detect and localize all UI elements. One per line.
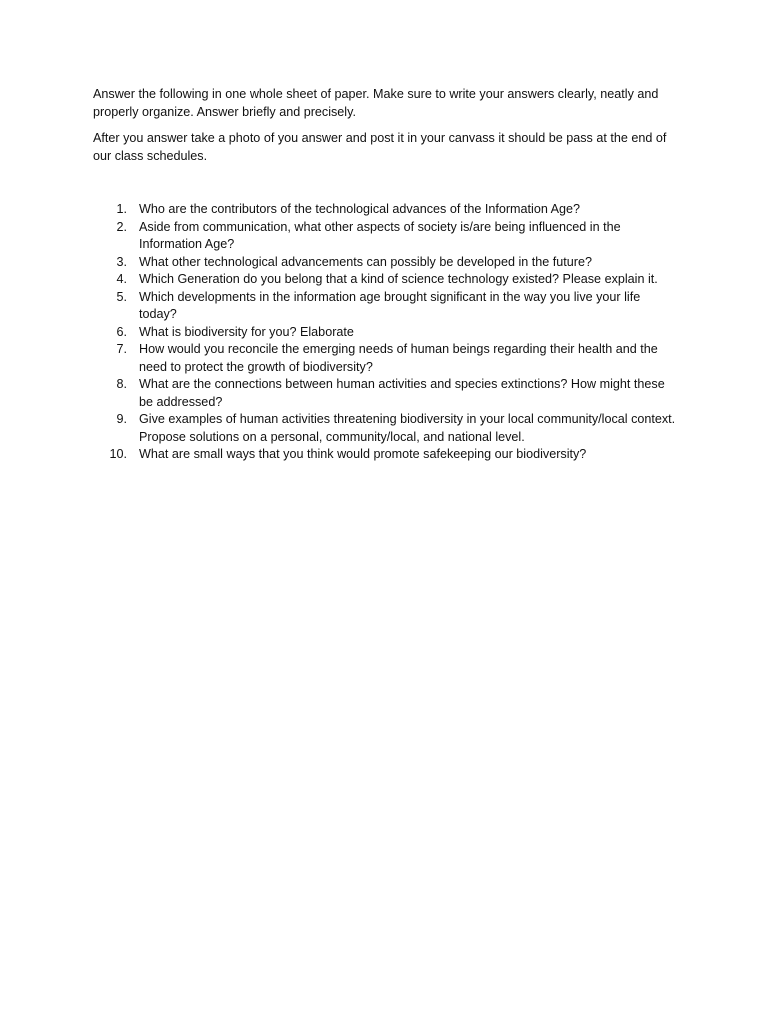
question-text: How would you reconcile the emerging needs of human beings regarding their health and the need to protect the growth of biodiversity?: [139, 342, 658, 374]
question-item: [93, 271, 678, 289]
question-number: 5.: [116, 289, 127, 304]
question-text: What other technological advancements can possibly be developed in the future?: [139, 254, 592, 269]
question-text: What are the connections between human activities and species extinctions? How might these be addressed?: [139, 377, 665, 409]
question-number: 9.: [116, 412, 127, 426]
question-number: 10.: [109, 447, 127, 461]
question-number: 1.: [116, 202, 127, 216]
question-item: [93, 446, 678, 464]
instructions-paragraph: Answer the following in one whole sheet of paper. Make sure to write your answers clearly, neatly and properly organize. Answer briefly and precisely.: [93, 87, 659, 119]
submission-paragraph: After you answer take a photo of you answer and post it in your canvass it should be pass at the end of our class schedules.: [93, 131, 667, 163]
question-text: What are small ways that you think would promote safekeeping our biodiversity?: [139, 447, 587, 461]
question-item: [93, 324, 678, 342]
question-number: 7.: [116, 342, 127, 356]
question-text: Which Generation do you belong that a kind of science technology existed? Please explain it.: [139, 272, 658, 286]
question-number: 3.: [116, 254, 127, 269]
question-text: Who are the contributors of the technological advances of the Information Age?: [139, 202, 581, 216]
question-item: [93, 254, 678, 272]
question-item: [93, 411, 678, 446]
question-text: Aside from communication, what other aspects of society is/are being influenced in the Information Age?: [139, 219, 621, 251]
question-item: [93, 341, 678, 376]
question-text: What is biodiversity for you? Elaborate: [139, 324, 354, 339]
question-item: [93, 219, 678, 254]
question-number: 2.: [116, 219, 127, 234]
question-item: [93, 289, 678, 324]
question-list: [93, 201, 678, 464]
question-item: [93, 376, 678, 411]
question-number: 8.: [116, 377, 127, 391]
question-number: 4.: [116, 272, 127, 286]
question-text: Which developments in the information age brought significant in the way you live your life today?: [139, 289, 641, 321]
question-number: 6.: [116, 324, 127, 339]
document-content: [93, 86, 678, 464]
question-text: Give examples of human activities threatening biodiversity in your local community/local context. Propose solutions on a personal, community/local, and national level.: [139, 412, 676, 444]
question-item: [93, 201, 678, 219]
